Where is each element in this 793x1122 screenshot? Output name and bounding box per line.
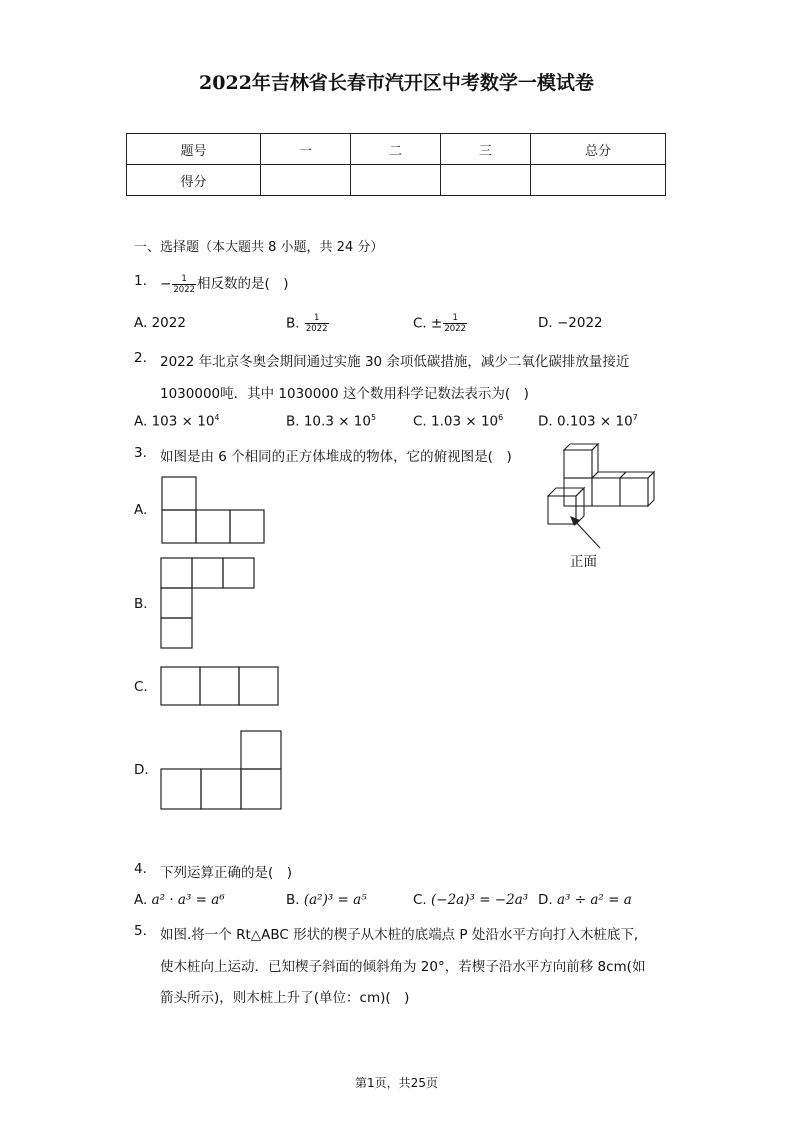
q1-option-d: D. −2022	[538, 315, 603, 331]
q1-option-b	[286, 313, 330, 334]
q3-option-d-label: D.	[134, 762, 149, 778]
q2-option-c	[413, 413, 503, 430]
option-expression: (a²)³ = a⁵	[303, 892, 367, 908]
question-4-number: 4.	[134, 861, 147, 877]
exponent: 4	[214, 413, 220, 422]
question-1-stem	[160, 272, 289, 295]
option-label: C.	[413, 892, 427, 908]
option-expression: a³ ÷ a² = a	[556, 892, 632, 908]
score-cell	[261, 165, 351, 196]
q1-option-a: A. 2022	[134, 315, 186, 331]
score-table-header-cell: 总分	[531, 134, 666, 165]
score-table-header-cell: 三	[441, 134, 531, 165]
front-view-label: 正面	[570, 554, 597, 570]
fraction-denominator: 2022	[444, 324, 466, 334]
option-label: C. ±	[413, 315, 443, 332]
question-5-line2: 使木桩向上运动．已知楔子斜面的倾斜角为 20°，若楔子沿水平方向前移 8cm(如	[160, 959, 646, 975]
q3-option-a-label: A.	[134, 502, 148, 518]
q3-option-a-diagram	[160, 476, 266, 546]
q2-option-b	[286, 413, 376, 430]
q2-option-a	[134, 413, 220, 430]
option-label: A.	[134, 892, 148, 908]
page-footer: 第1页，共25页	[355, 1076, 438, 1090]
score-table-header-cell: 题号	[127, 134, 261, 165]
q1-minus: −	[160, 276, 172, 292]
question-2-line1: 2022 年北京冬奥会期间通过实施 30 余项低碳措施，减少二氧化碳排放量接近	[160, 354, 630, 370]
q4-option-c	[413, 892, 528, 908]
exponent: 6	[498, 413, 504, 422]
fraction-denominator: 2022	[173, 284, 195, 295]
page-title: 2022年吉林省长春市汽开区中考数学一模试卷	[199, 72, 594, 94]
q1-option-c	[413, 313, 468, 334]
q4-option-b	[286, 892, 367, 908]
q4-option-d	[538, 892, 632, 908]
q3-option-d-diagram	[160, 730, 284, 812]
question-1-number: 1.	[134, 273, 147, 289]
option-text: C. 1.03 × 10	[413, 413, 499, 430]
question-2-number: 2.	[134, 350, 147, 366]
question-5-line3: 箭头所示)，则木桩上升了(单位：cm)( )	[160, 990, 410, 1006]
option-label: B.	[286, 892, 300, 908]
question-4-stem: 下列运算正确的是( )	[160, 865, 293, 881]
question-5-line1: 如图.将一个 Rt△ABC 形状的楔子从木桩的底端点 P 处沿水平方向打入木桩底下,	[160, 927, 639, 943]
exponent: 7	[632, 413, 638, 422]
fraction-numerator: 1	[172, 274, 196, 285]
exponent: 5	[370, 413, 377, 422]
fraction-numerator: 1	[443, 313, 467, 324]
q1-stem-text: 相反数的是( )	[196, 276, 289, 292]
question-2-line2: 1030000吨．其中 1030000 这个数用科学记数法表示为( )	[160, 386, 529, 402]
question-5-number: 5.	[134, 923, 147, 939]
score-table-header-cell: 一	[261, 134, 351, 165]
score-table-header-cell: 二	[351, 134, 441, 165]
score-cell	[441, 165, 531, 196]
q3-option-b-diagram	[160, 557, 256, 649]
option-expression: a² · a³ = a⁶	[151, 892, 225, 908]
option-label: B.	[286, 315, 300, 332]
question-3-number: 3.	[134, 445, 147, 461]
question-3-stem: 如图是由 6 个相同的正方体堆成的物体，它的俯视图是( )	[160, 449, 512, 465]
score-cell	[531, 165, 666, 196]
option-label: D.	[538, 892, 553, 908]
q2-option-d	[538, 413, 638, 430]
score-table	[126, 133, 666, 196]
cube-stack-figure	[540, 438, 670, 548]
q3-option-b-label: B.	[134, 596, 148, 612]
q3-option-c-label: C.	[134, 679, 148, 695]
q4-option-a	[134, 892, 225, 908]
option-expression: (−2a)³ = −2a³	[431, 892, 529, 908]
option-text: D. 0.103 × 10	[538, 413, 633, 430]
score-cell	[351, 165, 441, 196]
option-text: A. 103 × 10	[134, 413, 215, 430]
q3-option-c-diagram	[160, 666, 280, 708]
score-row-label: 得分	[127, 165, 261, 196]
fraction-numerator: 1	[305, 313, 329, 324]
option-text: B. 10.3 × 10	[286, 413, 371, 430]
section-heading: 一、选择题（本大题共 8 小题，共 24 分）	[134, 240, 384, 255]
fraction-denominator: 2022	[305, 324, 328, 334]
score-table-score-row	[127, 165, 666, 196]
q1-fraction	[172, 274, 196, 295]
score-table-header-row	[127, 134, 666, 165]
